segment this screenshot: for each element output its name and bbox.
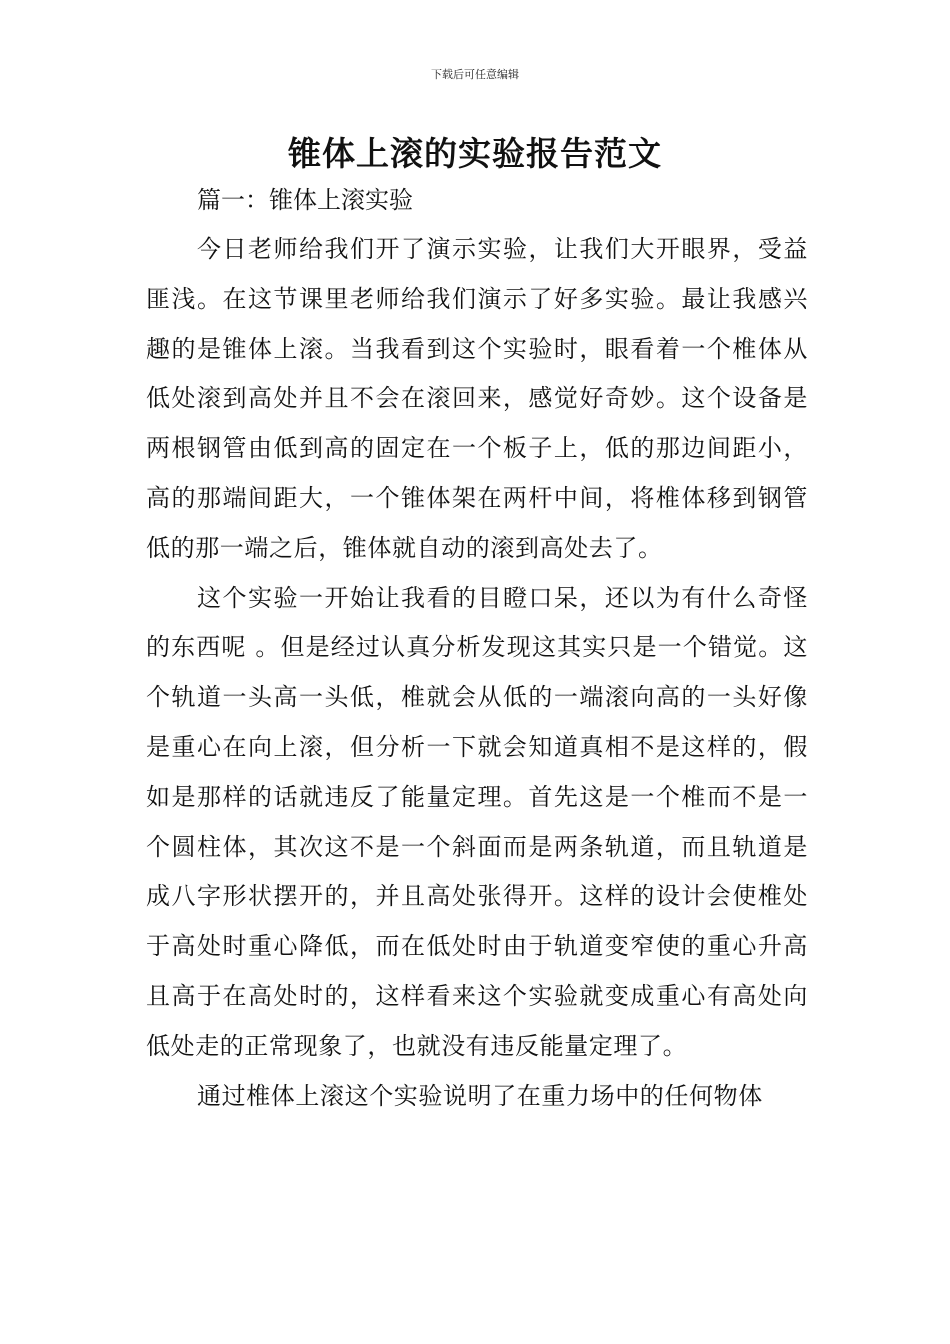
paragraph-3: 通过椎体上滚这个实验说明了在重力场中的任何物体 [197, 1081, 763, 1110]
document-title: 锥体上滚的实验报告范文 [288, 134, 662, 173]
paragraph-2: 这个实验一开始让我看的目瞪口呆，还以为有什么奇怪的东西呢 。但是经过认真分析发现这其实只是一个错觉。这个轨道一头高一头低，椎就会从低的一端滚向高的一头好像是重心在向上滚，但分析一下就会知道真相不是这样的，假如是那样的话就违反了能量定理。首先这是一个椎而不是一个圆柱体，其次这不是一个斜面而是两条轨道，而且轨道是成八字形状摆开的，并且高处张得开。这样的设计会使椎处于高处时重心降低，而在低处时由于轨道变窄使的重心升高且高于在高处时的，这样看来这个实验就变成重心有高处向低处走的正常现象了，也就没有违反能量定理了。 [146, 583, 808, 1060]
paragraph-1: 今日老师给我们开了演示实验，让我们大开眼界，受益匪浅。在这节课里老师给我们演示了好多实验。最让我感兴趣的是锥体上滚。当我看到这个实验时，眼看着一个椎体从低处滚到高处并且不会在滚回来，感觉好奇妙。这个设备是两根钢管由低到高的固定在一个板子上，低的那边间距小，高的那端间距大，一个锥体架在两杆中间，将椎体移到钢管低的那一端之后，锥体就自动的滚到高处去了。 [146, 235, 808, 562]
document-body [146, 225, 808, 1121]
section-heading: 篇一：锥体上滚实验 [197, 186, 413, 214]
header-note: 下载后可任意编辑 [431, 68, 519, 81]
